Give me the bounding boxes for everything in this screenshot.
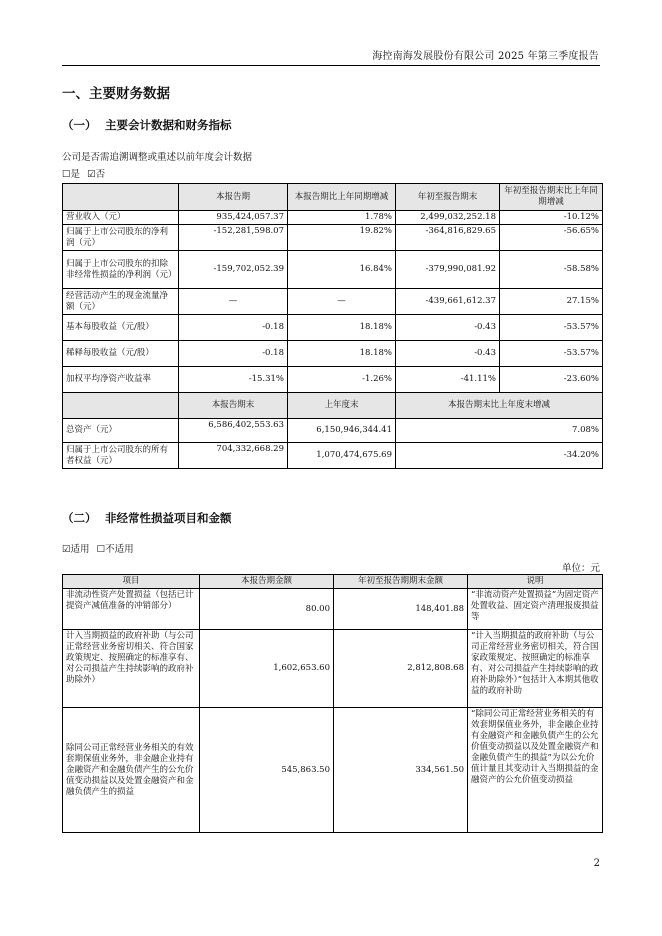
non-recurring-items-table xyxy=(62,574,603,833)
table-cell: -0.18 xyxy=(179,315,288,341)
table-row xyxy=(63,367,603,393)
section-title: 一、主要财务数据 xyxy=(62,86,170,102)
page-number: 2 xyxy=(593,858,600,869)
table-cell: -0.18 xyxy=(179,341,288,367)
option-no: ☑否 xyxy=(87,169,106,180)
row-label: 非流动性资产处置损益（包括已计提资产减值准备的冲销部分） xyxy=(63,589,200,630)
report-header-title: 海控南海发展股份有限公司 2025 年第三季度报告 xyxy=(372,51,599,62)
table-cell: — xyxy=(179,289,288,315)
table-cell: -41.11% xyxy=(396,367,500,393)
subsection-title-1 xyxy=(62,117,232,133)
table-cell: -15.31% xyxy=(179,367,288,393)
table-cell: 6,150,946,344.41 xyxy=(288,419,396,443)
explanation-cell: “计入当期损益的政府补助（与公司正常经营业务密切相关，符合国家政策规定、按照确定的标准享有、对公司损益产生持续影响的政府补助除外）”包括计入本期其他收益的政府补助 xyxy=(468,630,603,708)
table-cell: -152,281,598.07 xyxy=(179,225,288,251)
table-cell: -439,661,612.37 xyxy=(396,289,500,315)
table-cell: 80.00 xyxy=(200,589,334,630)
key-financial-table xyxy=(62,183,603,469)
table-cell: 148,401.88 xyxy=(334,589,468,630)
table-cell: 2,812,808.68 xyxy=(334,630,468,708)
header-divider xyxy=(62,65,600,66)
table-row xyxy=(63,630,603,708)
table-row xyxy=(63,289,603,315)
row-label: 营业收入（元） xyxy=(63,211,179,225)
table-cell: 19.82% xyxy=(288,225,396,251)
row-label: 除同公司正常经营业务相关的有效套期保值业务外，非金融企业持有金融资产和金融负债产生的公允价值变动损益以及处置金融资产和金融负债产生的损益 xyxy=(63,708,200,833)
table-cell: 27.15% xyxy=(500,289,603,315)
header-cell: 本报告期比上年同期增减 xyxy=(288,184,396,211)
option-not-applicable: ☐不适用 xyxy=(96,544,134,555)
table-row xyxy=(63,708,603,833)
table-cell: -10.12% xyxy=(500,211,603,225)
row-label: 归属于上市公司股东的净利润（元） xyxy=(63,225,179,251)
row-label: 基本每股收益（元/股） xyxy=(63,315,179,341)
subsection-number: （二） xyxy=(62,511,97,525)
option-yes: ☐是 xyxy=(62,169,81,180)
header-cell: 本报告期金额 xyxy=(200,575,334,589)
header-cell: 年初至报告期期末金额 xyxy=(334,575,468,589)
header-cell: 上年度末 xyxy=(288,393,396,419)
option-applicable: ☑适用 xyxy=(62,544,90,555)
table-row xyxy=(63,341,603,367)
table-cell: 704,332,668.29 xyxy=(179,443,288,469)
table-cell: 935,424,057.37 xyxy=(179,211,288,225)
explanation-cell: “非流动资产处置损益”为固定资产处置收益、固定资产清理报废损益等 xyxy=(468,589,603,630)
table-cell: 16.84% xyxy=(288,251,396,289)
row-label: 归属于上市公司股东的所有者权益（元） xyxy=(63,443,179,469)
explanation-cell: “除同公司正常经营业务相关的有效套期保值业务外，非金融企业持有金融资产和金融负债产生的公允价值变动损益以及处置金融资产和金融负债产生的损益”为以公允价值计量且其变动计入当期损益的金融资产的公允价值变动损益 xyxy=(468,708,603,833)
table-cell: 18.18% xyxy=(288,315,396,341)
unit-label: 单位：元 xyxy=(561,563,600,574)
table-cell: 18.18% xyxy=(288,341,396,367)
table-cell: 6,586,402,553.63 xyxy=(179,419,288,443)
table-cell: -58.58% xyxy=(500,251,603,289)
table-header-row-2 xyxy=(63,393,603,419)
table-row xyxy=(63,251,603,289)
subsection-title-2 xyxy=(62,510,232,526)
table-cell: — xyxy=(288,289,396,315)
subsection-label: 非经常性损益项目和金额 xyxy=(105,511,232,525)
restatement-question: 公司是否需追溯调整或重述以前年度会计数据 xyxy=(62,152,253,163)
row-label: 经营活动产生的现金流量净额（元） xyxy=(63,289,179,315)
table-cell: 7.08% xyxy=(396,419,603,443)
header-cell xyxy=(63,184,179,211)
applicability-options xyxy=(62,541,134,555)
table-cell: -34.20% xyxy=(396,443,603,469)
row-label: 稀释每股收益（元/股） xyxy=(63,341,179,367)
table-cell: 1,602,653.60 xyxy=(200,630,334,708)
table-row xyxy=(63,225,603,251)
header-cell: 本报告期末 xyxy=(179,393,288,419)
table-cell: 334,561.50 xyxy=(334,708,468,833)
table-cell: 1.78% xyxy=(288,211,396,225)
table-row xyxy=(63,211,603,225)
table-header-row xyxy=(63,575,603,589)
table-header-row xyxy=(63,184,603,211)
subsection-label: 主要会计数据和财务指标 xyxy=(105,118,232,132)
table-row xyxy=(63,443,603,469)
table-cell: -23.60% xyxy=(500,367,603,393)
table-cell: -364,816,829.65 xyxy=(396,225,500,251)
header-cell: 本报告期末比上年度末增减 xyxy=(396,393,603,419)
row-label: 总资产（元） xyxy=(63,419,179,443)
table-cell: -0.43 xyxy=(396,315,500,341)
header-cell: 说明 xyxy=(468,575,603,589)
table-cell: -53.57% xyxy=(500,341,603,367)
table-cell: -53.57% xyxy=(500,315,603,341)
table-row xyxy=(63,315,603,341)
restatement-options xyxy=(62,166,105,180)
table-cell: -0.43 xyxy=(396,341,500,367)
header-cell xyxy=(63,393,179,419)
header-cell: 年初至报告期末比上年同期增减 xyxy=(500,184,603,211)
row-label: 计入当期损益的政府补助（与公司正常经营业务密切相关、符合国家政策规定、按照确定的标准享有、对公司损益产生持续影响的政府补助除外） xyxy=(63,630,200,708)
table-row xyxy=(63,589,603,630)
table-cell: 2,499,032,252.18 xyxy=(396,211,500,225)
table-cell: -1.26% xyxy=(288,367,396,393)
table-cell: 545,863.50 xyxy=(200,708,334,833)
row-label: 归属于上市公司股东的扣除非经常性损益的净利润（元） xyxy=(63,251,179,289)
subsection-number: （一） xyxy=(62,118,97,132)
row-label: 加权平均净资产收益率 xyxy=(63,367,179,393)
table-cell: -56.65% xyxy=(500,225,603,251)
table-cell: -159,702,052.39 xyxy=(179,251,288,289)
header-cell: 本报告期 xyxy=(179,184,288,211)
table-cell: 1,070,474,675.69 xyxy=(288,443,396,469)
header-cell: 项目 xyxy=(63,575,200,589)
header-cell: 年初至报告期末 xyxy=(396,184,500,211)
table-cell: -379,990,081.92 xyxy=(396,251,500,289)
table-row xyxy=(63,419,603,443)
